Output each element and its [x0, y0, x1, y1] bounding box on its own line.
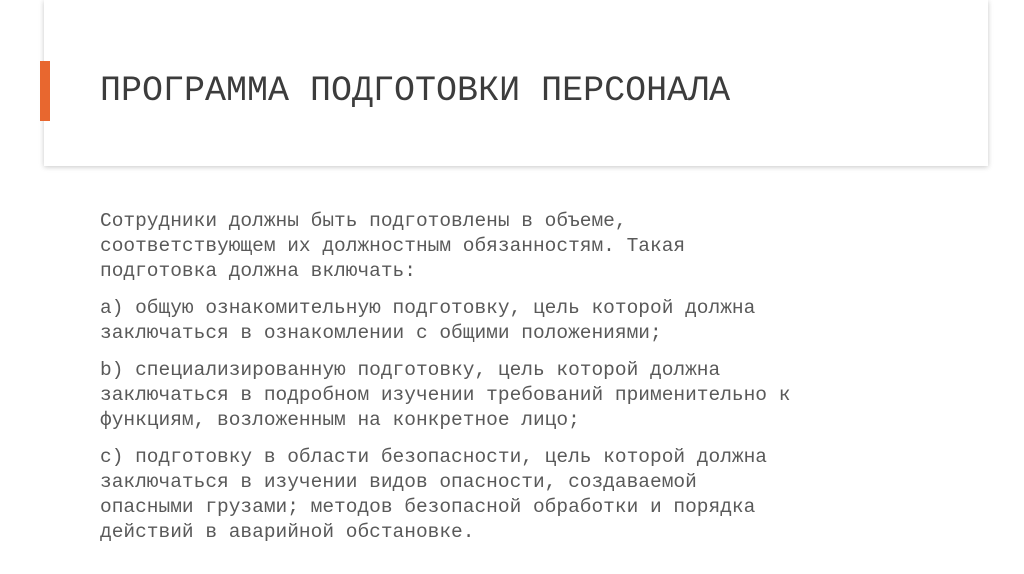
- list-item-a: a) общую ознакомительную подготовку, цель которой должна заключаться в ознакомлении с общими положениями;: [100, 297, 756, 344]
- list-item-c: c) подготовку в области безопасности, цель которой должна заключаться в изучении видов опасности, создаваемой опасными грузами; методов безопасной обработки и порядка действий в аварийной обстановке.: [100, 446, 768, 543]
- intro-paragraph: Сотрудники должны быть подготовлены в объеме, соответствующем их должностным обязанностям. Такая подготовка должна включать:: [100, 210, 686, 282]
- title-accent-bar: [40, 61, 50, 121]
- list-item-b: b) специализированную подготовку, цель которой должна заключаться в подробном изучении требований применительно к функциям, возложенным на конкретное лицо;: [100, 359, 791, 431]
- slide-title: ПРОГРАММА ПОДГОТОВКИ ПЕРСОНАЛА: [100, 71, 731, 111]
- slide-body: [100, 209, 980, 545]
